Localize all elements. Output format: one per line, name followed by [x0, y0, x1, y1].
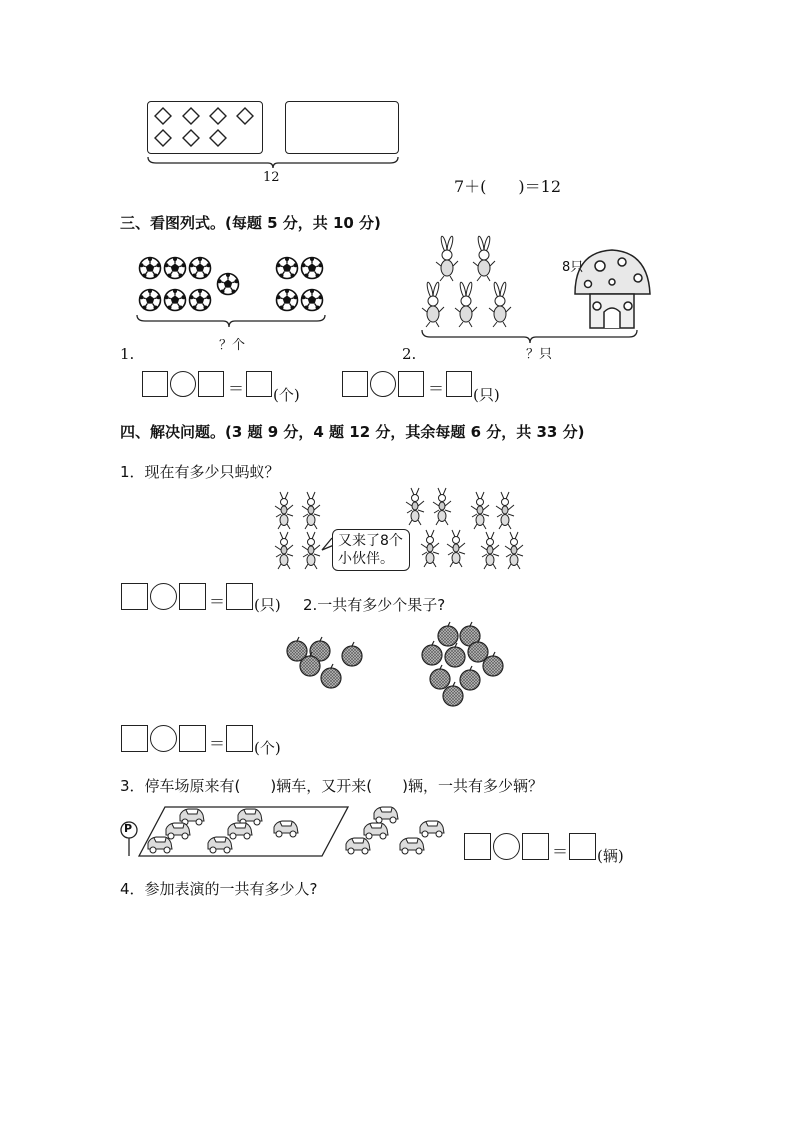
- answer-box[interactable]: [464, 833, 491, 860]
- answer-box[interactable]: [522, 833, 549, 860]
- equals-sign: ＝: [209, 734, 226, 753]
- car-icon: [208, 837, 232, 853]
- q3-1-brace-label: ？个: [219, 338, 246, 353]
- car-icon: [346, 838, 370, 854]
- equals-sign: ＝: [552, 842, 569, 861]
- q3-2-number: 2.: [402, 345, 417, 363]
- q3-2-brace-label: ？只: [526, 347, 553, 362]
- car-icon: [374, 807, 398, 823]
- q4-2-question: 2.一共有多少个果子?: [303, 596, 446, 614]
- section-3-title: 三、看图列式。(每题 5 分，共 10 分): [120, 214, 381, 232]
- car-icon: [180, 809, 204, 825]
- bubble-line-1: 又来了8个: [338, 533, 403, 549]
- answer-box[interactable]: [569, 833, 596, 860]
- car-icon: [420, 821, 444, 837]
- section-4-title: 四、解决问题。(3 题 9 分，4 题 12 分，其余每题 6 分，共 33 分): [120, 423, 585, 441]
- q3-2-count-label: 8只: [562, 260, 584, 275]
- bubble-line-2: 小伙伴。: [338, 551, 394, 567]
- unit-label: (只): [473, 386, 500, 404]
- operator-circle[interactable]: [493, 833, 520, 860]
- equals-sign: ＝: [428, 379, 445, 398]
- car-icon: [364, 823, 388, 839]
- total-label: 12: [263, 170, 280, 185]
- q4-1-question: 1．现在有多少只蚂蚁？: [120, 463, 280, 481]
- fill-equation: 7＋( )＝12: [454, 177, 562, 196]
- car-icon: [400, 838, 424, 854]
- equals-sign: ＝: [228, 379, 245, 398]
- equals-sign: ＝: [209, 592, 226, 611]
- car-icon: [228, 823, 252, 839]
- parking-sign-letter: P: [124, 822, 133, 835]
- unit-label: (辆): [597, 847, 624, 865]
- car-icon: [148, 837, 172, 853]
- q4-3-question: 3．停车场原来有( )辆车，又开来( )辆，一共有多少辆？: [120, 777, 543, 795]
- q4-4-question: 4．参加表演的一共有多少人?: [120, 880, 318, 898]
- unit-label: (个): [273, 386, 300, 404]
- car-icon: [274, 821, 298, 837]
- car-icon: [166, 823, 190, 839]
- q3-1-number: 1.: [120, 345, 135, 363]
- unit-label: (个): [254, 739, 281, 757]
- unit-label: (只): [254, 596, 281, 614]
